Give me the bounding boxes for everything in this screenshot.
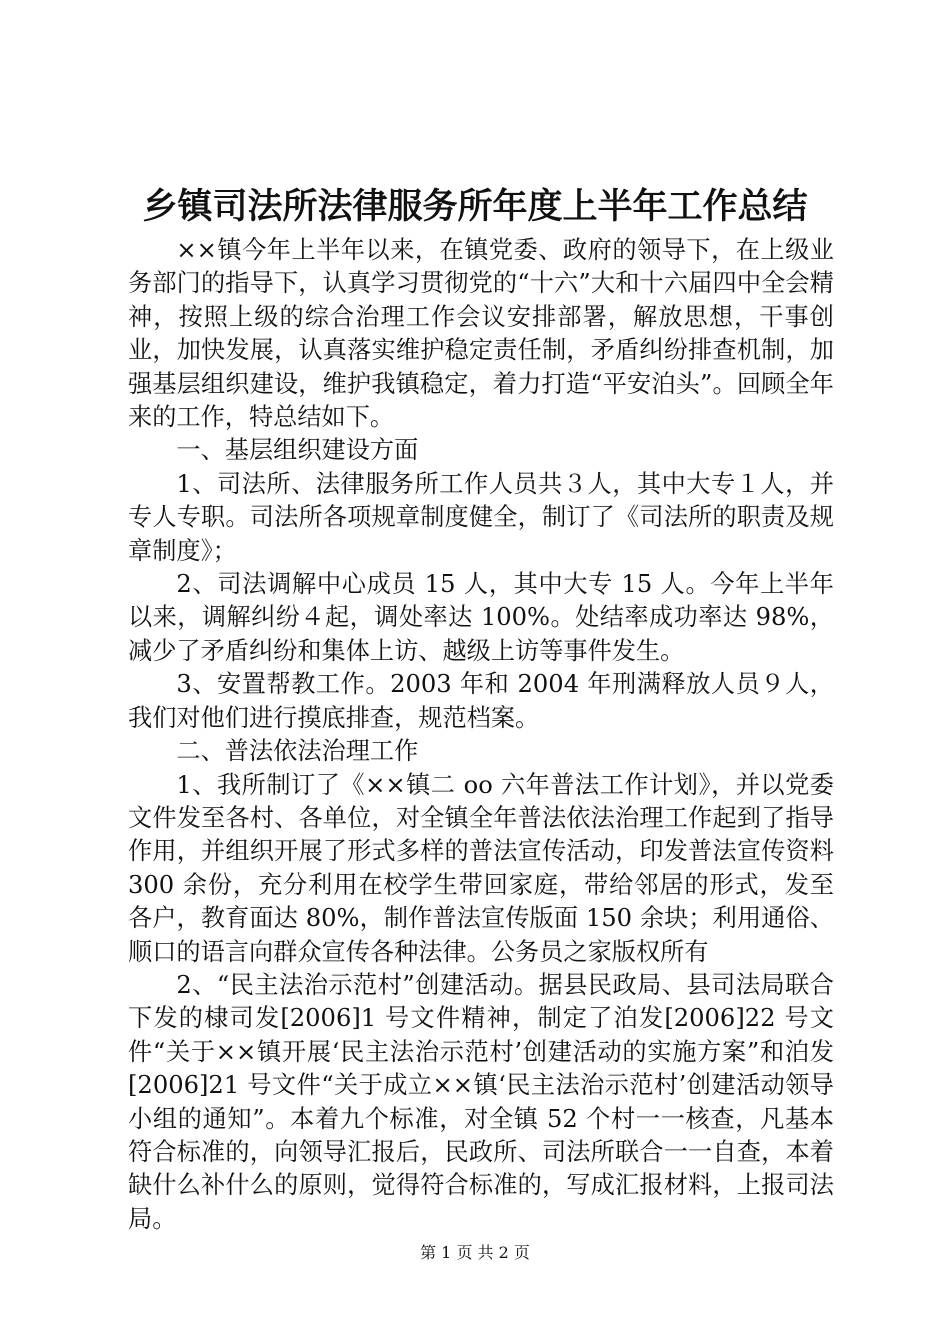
document-body [128,234,834,1236]
section-heading-2: 二、普法依法治理工作 [176,737,419,766]
document-title: 乡镇司法所法律服务所年度上半年工作总结 [142,186,808,227]
section-heading-1: 一、基层组织建设方面 [176,436,419,465]
paragraph-1-2: 2、司法调解中心成员 15 人，其中大专 15 人。今年上半年以来，调解纠纷４起，调处率达 100%。处结率成功率达 98%，减少了矛盾纠纷和集体上访、越级上访等事件发生。 [128,570,834,665]
paragraph-1-3: 3、安置帮教工作。2003 年和 2004 年刑满释放人员９人，我们对他们进行摸底排查，规范档案。 [128,670,834,732]
paragraph-1-1: 1、司法所、法律服务所工作人员共３人，其中大专１人，并专人专职。司法所各项规章制度健全，制订了《司法所的职责及规章制度》； [128,469,834,565]
intro-paragraph: ××镇今年上半年以来，在镇党委、政府的领导下，在上级业务部门的指导下，认真学习贯彻党的“十六”大和十六届四中全会精神，按照上级的综合治理工作会议安排部署，解放思想，干事创业，加快发展，认真落实维护稳定责任制，矛盾纠纷排查机制，加强基层组织建设，维护我镇稳定，着力打造“平安泊头”。回顾全年来的工作，特总结如下。 [128,236,834,432]
paragraph-2-1: 1、我所制订了《××镇二 oo 六年普法工作计划》，并以党委文件发至各村、各单位，对全镇全年普法依法治理工作起到了指导作用，并组织开展了形式多样的普法宣传活动，印发普法宣传资料 300 余份，充分利用在校学生带回家庭，带给邻居的形式，发至各户，教育面达 80%，制作普法宣传版面 150 余块；利用通俗、顺口的语言向群众宣传各种法律。公务员之家版权所有 [128,770,834,966]
page-footer: 第 1 页 共 2 页 [420,1243,530,1262]
paragraph-2-2: 2、“民主法治示范村”创建活动。据县民政局、县司法局联合下发的棣司发[2006]1 号文件精神，制定了泊发[2006]22 号文件“关于××镇开展‘民主法治示范村’创建活动的实施方案”和泊发[2006]21 号文件“关于成立××镇‘民主法治示范村’创建活动领导小组的通知”。本着九个标准，对全镇 52 个村一一核查，凡基本符合标准的，向领导汇报后，民政所、司法所联合一一自查，本着缺什么补什么的原则，觉得符合标准的，写成汇报材料，上报司法局。 [128,970,834,1233]
